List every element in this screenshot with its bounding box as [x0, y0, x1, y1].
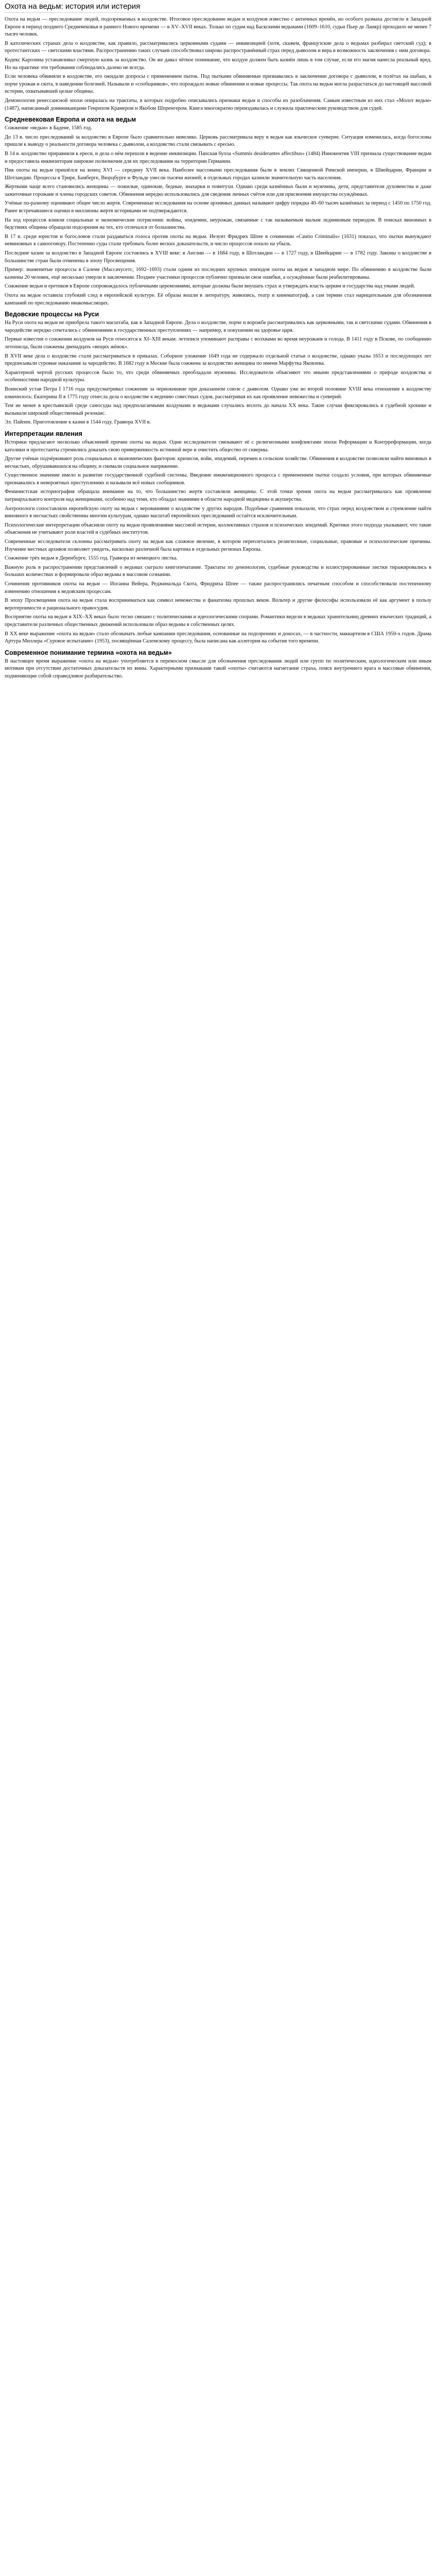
paragraph: Пример: знаменитые процессы в Салеме (Массачусетс, 1692–1693) стали одним из последних крупных эпизодов охоты на ведьм в западном мире. По обвинению в колдовстве были казнены 20 человек, ещё несколько умерли в заключении. Позднее участники процессов публично признали свои ошибки, а осуждённые были реабилитированы.: [5, 267, 431, 280]
article-section: [5, 16, 431, 112]
article-section: [5, 116, 431, 307]
paragraph: Эл. Пайпен. Приготовление к казни в 1544 году. Гравюра XVII в.: [5, 419, 151, 426]
page-title: Охота на ведьм: история или истерия: [5, 2, 431, 13]
paragraph: В католических странах дела о колдовстве, как правило, рассматривались церковными судами — инквизицией (хотя, скажем, французские дела о ведьмах разбирал светский суд); в протестантских — светскими властями. Распространению таких случаев способствовал широко распространённый страх перед дьяволом и вера в возможность заключения с ним договора.: [5, 40, 431, 54]
paragraph: В 14 в. колдовство приравняли к ереси, и дела о нём перешли в ведение инквизиции. Папская булла «Summis desiderantes affectibus» (1484) Иннокентия VIII признала существование ведьм и предоставила инквизиторам широкие полномочия для их преследования на территории Германии.: [5, 150, 431, 164]
paragraph: Первые известия о сожжении колдунов на Руси относятся к XI–XIII векам: летописи упоминают расправы с волхвами во время неурожаев и голода. В 1411 году в Пскове, по сообщению летописца, были сожжены двенадцать «вещих жёнок».: [5, 336, 431, 350]
paragraph: Последние казни за колдовство в Западной Европе состоялись в XVIII веке: в Англии — в 1684 году, в Шотландии — в 1727 году, в Швейцарии — в 1782 году. Законы о колдовстве в большинстве стран были отменены в эпоху Просвещения.: [5, 250, 431, 264]
paragraph: Охота на ведьм оставила глубокий след в европейской культуре. Её образы вошли в литературу, живопись, театр и кинематограф, а сам термин стал нарицательным для обозначения кампаний по преследованию инакомыслящих.: [5, 293, 431, 306]
paragraph: Демонология ренессансной эпохи опиралась на трактаты, в которых подробно описывались признаки ведьм и способы их разоблачения. Самым известным из них стал «Молот ведьм» (1487), написанный доминиканцами Генрихом Крамером и Якобом Шпренгером. Книга многократно переиздавалась и служила практическим руководством для судей.: [5, 97, 431, 111]
article: [5, 0, 431, 2576]
article-body: [5, 16, 431, 681]
paragraph: До 13 в. число преследований за колдовство в Европе было сравнительно невелико. Церковь рассматривала веру в ведьм как языческое суеверие. Ситуация изменилась, когда богословы пришли к выводу о реальности договора человека с дьяволом, а колдовство стали связывать с ересью.: [5, 134, 431, 148]
paragraph: Современные исследователи склонны рассматривать охоту на ведьм как сложное явление, в котором переплетались религиозные, социальные, правовые и психологические причины. Изучение местных архивов позволяет увидеть, насколько различной была картина в отдельных регионах Европы.: [5, 539, 431, 552]
paragraph: Феминистская историография обращала внимание на то, что большинство жертв составляли женщины. С этой точки зрения охота на ведьм рассматривалась как проявление патриархального контроля над женщинами, особенно над теми, кто обладал знаниями в области народной медицины и акушерства.: [5, 489, 431, 503]
section-heading: Интерпретации явления: [5, 430, 82, 437]
paragraph: Сожжение трёх ведьм в Деренбурге, 1555 год. Гравюра из немецкого листка.: [5, 555, 178, 562]
section-heading: Современное понимание термина «охота на ведьм»: [5, 649, 172, 656]
paragraph: Жертвами чаще всего становились женщины — пожилые, одинокие, бедные, знахарки и повитухи. Однако среди казнённых были и мужчины, дети, представители духовенства и даже зажиточные горожане и члены городских советов. Обвинения нередко использовались для сведения личных счётов или для присвоения имущества осуждённых.: [5, 184, 431, 197]
paragraph: Историки предлагают несколько объяснений причин охоты на ведьм. Одни исследователи связывают её с религиозными конфликтами эпохи Реформации и Контрреформации, когда католики и протестанты стремились доказать свою приверженность истинной вере и очистить общество от скверны.: [5, 439, 431, 453]
paragraph: Охота на ведьм — преследование людей, подозреваемых в колдовстве. Итоговое преследование ведьм и колдунов известно с античных времён, но особого размаха достигло в Западной Европе в период позднего Средневековья и раннего Нового времени — в XV–XVII веках. Только по судам над Баскскими ведьмами (1609–1610, судьи Пьер де Ланкр) проходило не менее 7 тысяч человек.: [5, 16, 431, 38]
paragraph: На ход процессов влияли социальные и экономические потрясения: войны, эпидемии, неурожаи, связанные с так называемым малым ледниковым периодом. В поисках виновных в бедствиях общины обращали подозрения на тех, кто отличался от большинства.: [5, 217, 431, 231]
paragraph: Восприятие охоты на ведьм в XIX–XX веках было тесно связано с политическими и идеологическими спорами. Романтики видели в ведьмах хранительниц древних языческих традиций, а представители различных общественных движений использовали образ ведьмы в собственных целях.: [5, 614, 431, 628]
paragraph: Воинский устав Петра I 1716 года предусматривал сожжение за чернокнижие при доказанном союзе с дьяволом. Однако уже во второй половине XVIII века отношение к колдовству изменилось: Екатерина II в 1775 году отнесла дела о колдовстве к ведению совестных судов, рассматривая их как проявление невежества и суеверий.: [5, 386, 431, 400]
paragraph: Характерной чертой русских процессов было то, что среди обвиняемых преобладали мужчины. Исследователи объясняют это иными представлениями о природе колдовства и особенностями народной культуры.: [5, 369, 431, 383]
paragraph: Пик охоты на ведьм пришёлся на конец XVI — середину XVII века. Наиболее массовыми преследования были в землях Священной Римской империи, в Швейцарии, Франции и Шотландии. Процессы в Трире, Бамберге, Вюрцбурге и Фульде унесли тысячи жизней; в отдельных городах казнили значительную часть населения.: [5, 167, 431, 181]
paragraph: На Руси охота на ведьм не приобрела такого масштаба, как в Западной Европе. Дела о колдовстве, порче и ворожбе рассматривались как церковными, так и светскими судами. Обвинения в чародействе нередко сочетались с обвинениями в государственных преступлениях — например, в покушении на здоровье царя.: [5, 320, 431, 333]
paragraph: В XVII веке дела о колдовстве стали рассматриваться в приказах. Соборное уложение 1649 года не содержало отдельной статьи о колдовстве, однако указы 1653 и последующих лет предписывали суровые наказания за чародейство. В 1682 году в Москве была сожжена за колдовство женщина по имени Марфутка Яковлева.: [5, 353, 431, 367]
paragraph: В эпоху Просвещения охота на ведьм стала восприниматься как символ невежества и фанатизма прошлых веков. Вольтер и другие философы использовали её как аргумент в пользу веротерпимости и рационального правосудия.: [5, 598, 431, 611]
article-section: [5, 430, 431, 646]
section-heading: Средневековая Европа и охота на ведьм: [5, 116, 136, 124]
paragraph: Если человека обвиняли в колдовстве, его ожидали допросы с применением пыток. Под пытками обвиняемые признавались в заключении договора с дьяволом, в полётах на шабаш, в порче урожая и скота, в наведении болезней. Называли и «сообщников», что порождало новые обвинения и новые процессы. Так охота на ведьм могла разрастаться до настоящей массовой истерии, охватывавшей целые общины.: [5, 74, 431, 95]
paragraph: Другие учёные подчёркивают роль социальных и экономических факторов: кризисов, войн, эпидемий, перемен в сельском хозяйстве. Обвинения в колдовстве позволяли найти виновных в несчастьях, обрушивавшихся на общину, и снимали социальное напряжение.: [5, 456, 431, 469]
paragraph: Существенное значение имело и развитие государственной судебной системы. Введение инквизиционного процесса с применением пытки создало условия, при которых обвиняемые признавались в невероятных преступлениях и называли всё новых сообщников.: [5, 472, 431, 486]
paragraph: Кодекс Каролина устанавливал смертную казнь за колдовство. Он же давал чёткое понимание, что колдун должен быть казнён лишь в том случае, если его магия нанесла реальный вред. Но на практике эти требования соблюдались далеко не всегда.: [5, 57, 431, 71]
paragraph: В XX веке выражение «охота на ведьм» стало обозначать любые кампании преследования, основанные на подозрениях и доносах, — в частности, маккартизм в США 1950-х годов. Драма Артура Миллера «Суровое испытание» (1953), посвящённая Салемскому процессу, была написана как аллегория на события того времени.: [5, 631, 431, 645]
paragraph: Антропологи сопоставляли европейскую охоту на ведьм с верованиями о колдовстве у других народов. Подобные сравнения показали, что страх перед колдовством и стремление найти виновного в несчастьях свойственны многим культурам, однако масштаб европейских преследований остаётся исключительным.: [5, 505, 431, 519]
article-section: [5, 311, 431, 427]
paragraph: В 17 в. среди юристов и богословов стали раздаваться голоса против охоты на ведьм. Иезуит Фридрих Шпее в сочинении «Cautio Criminalis» (1631) показал, что пытки вынуждают невиновных к самооговору. Постепенно суды стали требовать более веских доказательств, и число процессов пошло на убыль.: [5, 233, 431, 247]
paragraph: Сочинения противников охоты на ведьм — Иоганна Вейера, Реджинальда Скота, Фридриха Шпее — также распространялись печатным способом и способствовали постепенному изменению отношения к ведовским процессам.: [5, 581, 431, 595]
paragraph: Сожжение «ведьм» в Бадене, 1585 год.: [5, 125, 92, 131]
article-section: [5, 649, 431, 681]
paragraph: Психологические интерпретации объясняли охоту на ведьм проявлениями массовой истерии, коллективных страхов и психических эпидемий. Критики этого подхода указывают, что такие объяснения не учитывают роли властей и судебных институтов.: [5, 522, 431, 536]
paragraph: Учёные по-разному оценивают общее число жертв. Современные исследования на основе архивных данных называют цифру порядка 40–60 тысяч казнённых за период с 1450 по 1750 год. Ранее встречавшиеся оценки в миллионы жертв историками не подтверждаются.: [5, 200, 431, 214]
paragraph: Сожжение ведьм и еретиков в Европе сопровождалось публичными церемониями, которые должны были внушать страх и утверждать власть церкви и государства над умами людей.: [5, 283, 415, 290]
paragraph: Важную роль в распространении представлений о ведьмах сыграло книгопечатание. Трактаты по демонологии, судебные руководства и иллюстрированные листки тиражировались в больших количествах и формировали образ ведьмы в массовом сознании.: [5, 564, 431, 578]
paragraph: В настоящее время выражение «охота на ведьм» употребляется в переносном смысле для обозначения преследования людей или групп по политическим, идеологическим или иным мотивам при отсутствии достаточных доказательств их вины. Характерными признаками такой «охоты» считаются нагнетание страха, поиск внутреннего врага и массовые обвинения, подменяющие собой справедливое разбирательство.: [5, 658, 431, 679]
paragraph: Тем не менее в крестьянской среде самосуды над предполагаемыми колдунами и ведьмами случались вплоть до начала XX века. Такие случаи фиксировались в судебной хронике и вызывали широкий общественный резонанс.: [5, 403, 431, 416]
section-heading: Ведовские процессы на Руси: [5, 311, 99, 318]
